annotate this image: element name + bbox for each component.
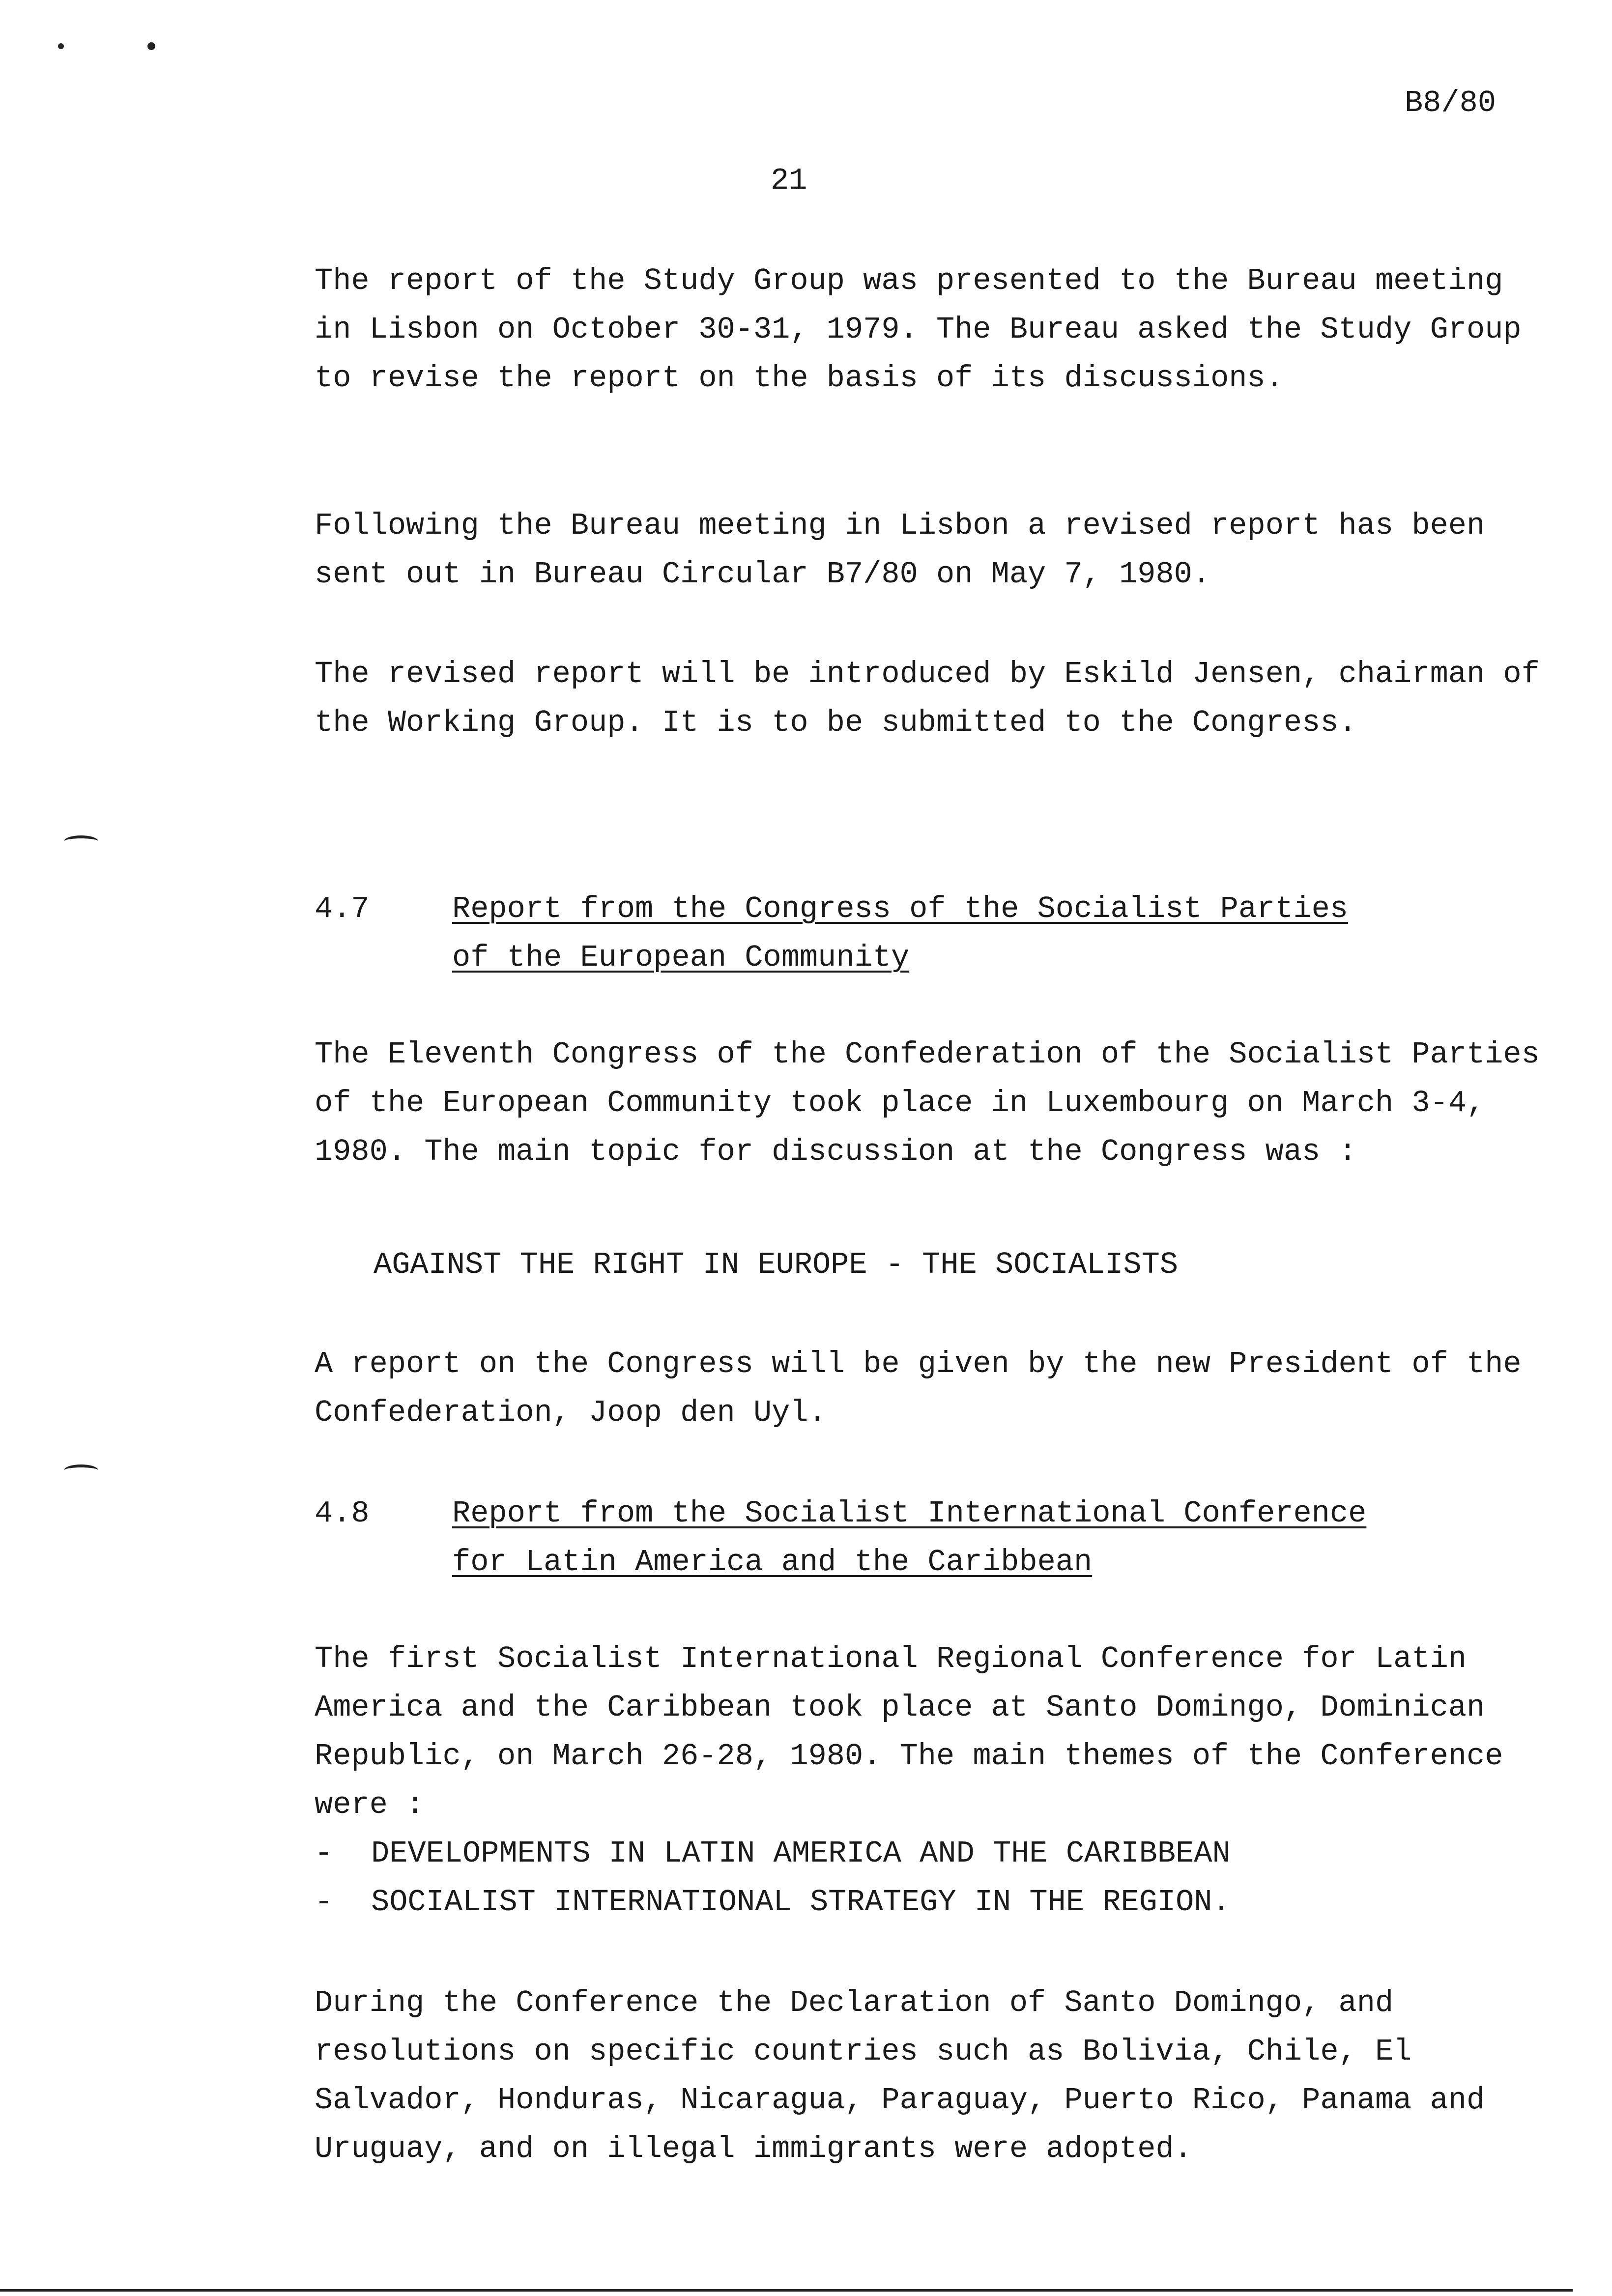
paragraph-regional-conference: The first Socialist International Regional Conference for Latin America and the Caribbean took place at Santo Domingo, Dominican Republic, on March 26-28, 1980. The main themes of the Conference were : xyxy=(315,1641,1503,1822)
margin-mark xyxy=(64,1464,98,1476)
page-bottom-rule xyxy=(0,2289,1573,2292)
paragraph-revised-report-sent: Following the Bureau meeting in Lisbon a revised report has been sent out in Bureau Circular B7/80 on May 7, 1980. xyxy=(315,508,1485,592)
document-reference: B8/80 xyxy=(1405,86,1497,120)
paragraph-eleventh-congress: The Eleventh Congress of the Confederation of the Socialist Parties of the European Community took place in Luxembourg on March 3-4, 1980. The main topic for discussion at the Congress was : xyxy=(315,1037,1540,1169)
conference-themes-list xyxy=(315,1829,1543,1926)
theme-text: DEVELOPMENTS IN LATIN AMERICA AND THE CARIBBEAN xyxy=(371,1836,1231,1871)
section-number-4-8: 4.8 xyxy=(315,1496,370,1531)
paragraph-congress-report: A report on the Congress will be given by the new President of the Confederation, Joop den Uyl. xyxy=(315,1347,1522,1430)
margin-mark xyxy=(64,835,98,847)
paragraph-revised-report-introduced: The revised report will be introduced by Eskild Jensen, chairman of the Working Group. It is to be submitted to the Congress. xyxy=(315,657,1540,740)
section-title-4-7-line1: Report from the Congress of the Socialist Parties xyxy=(452,891,1349,926)
list-item xyxy=(315,1829,1543,1878)
theme-text: SOCIALIST INTERNATIONAL STRATEGY IN THE REGION. xyxy=(371,1885,1231,1920)
section-title-4-8-line2: for Latin America and the Caribbean xyxy=(452,1545,1093,1579)
list-dash: - xyxy=(315,1836,333,1871)
section-title-4-8 xyxy=(452,1489,1484,1586)
scan-dot xyxy=(58,43,64,49)
page-number: 21 xyxy=(771,163,807,198)
section-title-4-7 xyxy=(452,885,1484,982)
congress-topic: AGAINST THE RIGHT IN EUROPE - THE SOCIALISTS xyxy=(374,1247,1179,1282)
list-dash: - xyxy=(315,1885,333,1920)
paragraph-declaration-santo-domingo: During the Conference the Declaration of Santo Domingo, and resolutions on specific countries such as Bolivia, Chile, El Salvador, Honduras, Nicaragua, Paraguay, Puerto Rico, Panama and Uruguay, and on illegal immigrants were adopted. xyxy=(315,1985,1485,2166)
paragraph-study-group-report: The report of the Study Group was presented to the Bureau meeting in Lisbon on October 30-31, 1979. The Bureau asked the Study Group to revise the report on the basis of its discussions. xyxy=(315,263,1522,396)
section-title-4-7-line2: of the European Community xyxy=(452,940,910,975)
scan-dot xyxy=(147,42,155,50)
list-item xyxy=(315,1878,1543,1926)
section-title-4-8-line1: Report from the Socialist International Conference xyxy=(452,1496,1367,1531)
section-number-4-7: 4.7 xyxy=(315,891,370,926)
